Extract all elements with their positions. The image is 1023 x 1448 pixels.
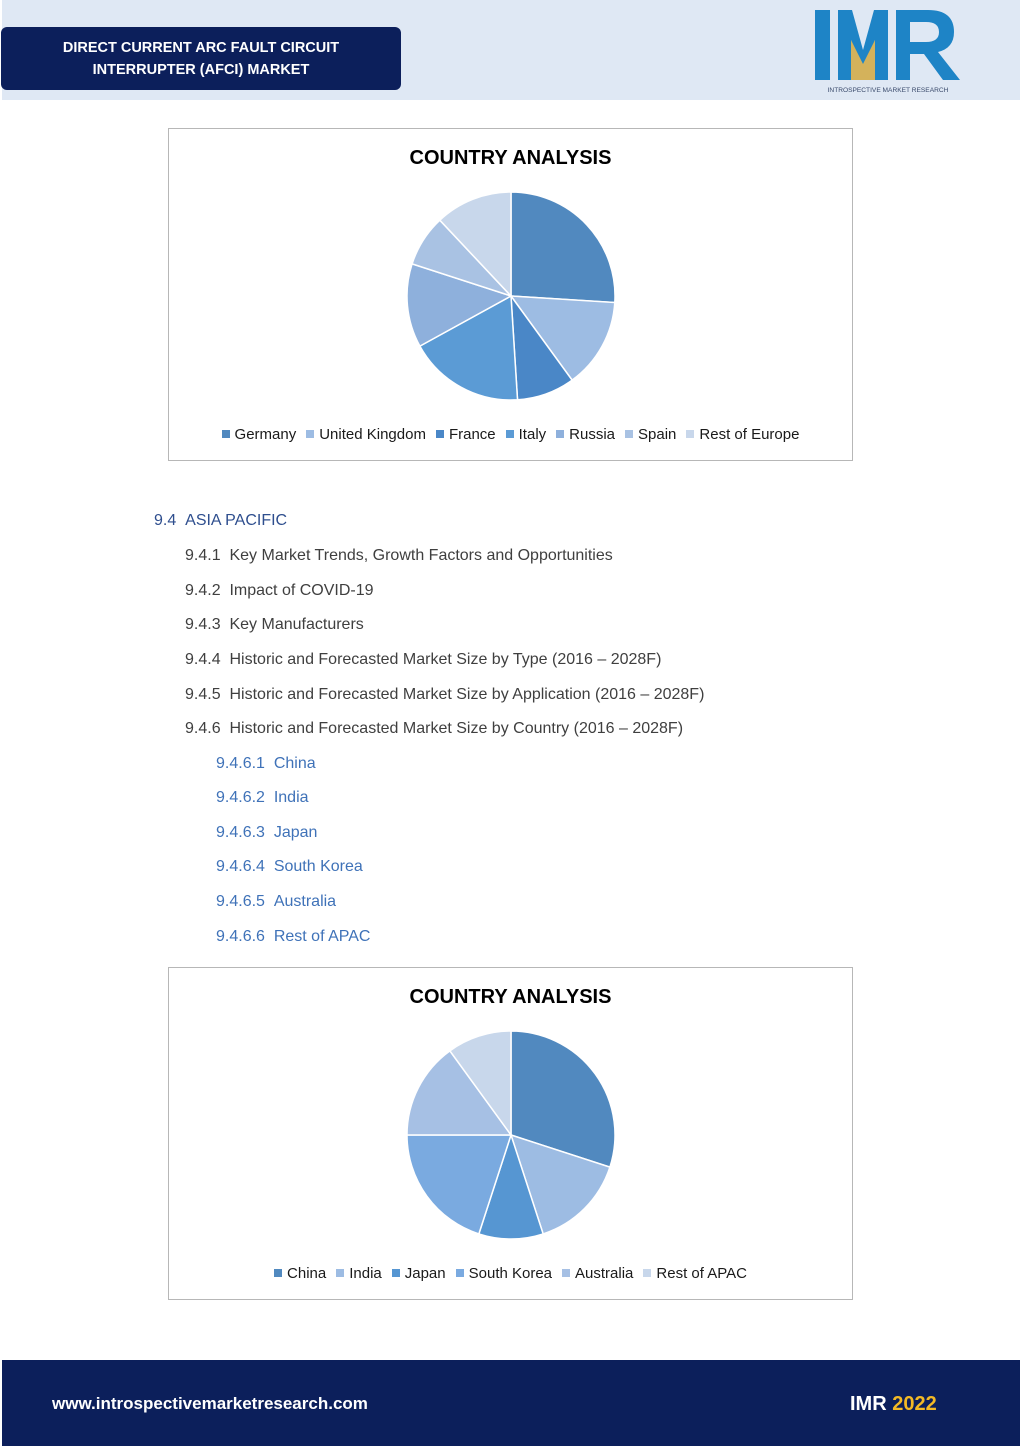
legend-item — [506, 426, 547, 443]
pie-chart-apac — [169, 968, 854, 1301]
legend-label: South Korea — [468, 1265, 553, 1282]
legend-swatch — [274, 1269, 282, 1277]
toc-num: 9.4.6.1 — [216, 755, 265, 772]
toc-item[interactable] — [185, 720, 683, 738]
imr-logo — [814, 8, 962, 96]
toc-label: Japan — [273, 824, 318, 841]
legend-label: Rest of APAC — [656, 1265, 747, 1282]
chart-apac — [168, 967, 853, 1300]
toc-country-item[interactable] — [216, 858, 363, 876]
legend-label: India — [349, 1265, 382, 1282]
toc-label: Key Manufacturers — [229, 616, 364, 633]
toc-item[interactable] — [185, 582, 374, 600]
toc-label: Historic and Forecasted Market Size by Type (2016 – 2028F) — [229, 651, 662, 668]
toc-section-9-4[interactable] — [154, 512, 287, 530]
legend-swatch — [625, 430, 633, 438]
legend-item — [274, 1265, 326, 1282]
toc-label: Key Market Trends, Growth Factors and Opportunities — [229, 547, 613, 564]
toc-num: 9.4 — [154, 512, 177, 529]
toc-label: Historic and Forecasted Market Size by Country (2016 – 2028F) — [229, 720, 684, 737]
legend-label: Italy — [518, 426, 547, 443]
toc-country-item[interactable] — [216, 893, 336, 911]
legend-label: Germany — [234, 426, 297, 443]
legend-item — [456, 1265, 552, 1282]
legend-item — [306, 426, 426, 443]
legend-item — [562, 1265, 633, 1282]
toc-label: India — [273, 789, 309, 806]
legend-item — [392, 1265, 446, 1282]
pie-slice-germany — [511, 192, 615, 303]
toc-num: 9.4.6.5 — [216, 893, 265, 910]
toc-item[interactable] — [185, 686, 704, 704]
legend-swatch — [222, 430, 230, 438]
chart-europe — [168, 128, 853, 461]
toc-num: 9.4.6.2 — [216, 789, 265, 806]
legend-swatch — [456, 1269, 464, 1277]
toc-label: Australia — [273, 893, 337, 910]
toc-label: Impact of COVID-19 — [229, 582, 374, 599]
toc-num: 9.4.6 — [185, 720, 221, 737]
report-title-line1: DIRECT CURRENT ARC FAULT CIRCUIT — [62, 39, 340, 56]
toc-num: 9.4.1 — [185, 547, 221, 564]
toc-num: 9.4.6.4 — [216, 858, 265, 875]
legend-label: Australia — [575, 1265, 634, 1282]
legend-label: Rest of Europe — [699, 426, 800, 443]
footer-brand — [850, 1393, 937, 1416]
legend-item — [556, 426, 615, 443]
toc-item[interactable] — [185, 651, 661, 669]
legend-item — [336, 1265, 382, 1282]
toc-country-item[interactable] — [216, 824, 317, 842]
toc-label: Historic and Forecasted Market Size by Application (2016 – 2028F) — [229, 686, 705, 703]
legend-label: United Kingdom — [319, 426, 426, 443]
legend-label: Russia — [569, 426, 616, 443]
toc-label: Rest of APAC — [273, 928, 371, 945]
chart-legend — [169, 426, 852, 443]
toc-item[interactable] — [185, 547, 613, 565]
report-title — [1, 27, 401, 90]
toc-num: 9.4.3 — [185, 616, 221, 633]
chart-title: COUNTRY ANALYSIS — [409, 147, 612, 169]
legend-item — [643, 1265, 747, 1282]
legend-swatch — [392, 1269, 400, 1277]
legend-item — [222, 426, 297, 443]
legend-label: Japan — [404, 1265, 446, 1282]
toc-item[interactable] — [185, 616, 364, 634]
legend-swatch — [643, 1269, 651, 1277]
legend-item — [436, 426, 496, 443]
legend-swatch — [686, 430, 694, 438]
legend-label: China — [287, 1265, 327, 1282]
toc-label: ASIA PACIFIC — [185, 512, 288, 529]
chart-title: COUNTRY ANALYSIS — [409, 986, 612, 1008]
legend-item — [686, 426, 799, 443]
report-title-line2: INTERRUPTER (AFCI) MARKET — [92, 61, 310, 78]
toc-country-item[interactable] — [216, 928, 370, 946]
toc-num: 9.4.5 — [185, 686, 221, 703]
toc-num: 9.4.6.6 — [216, 928, 265, 945]
toc-country-item[interactable] — [216, 789, 309, 807]
legend-swatch — [556, 430, 564, 438]
footer-website-link[interactable]: www.introspectivemarketresearch.com — [52, 1394, 368, 1413]
footer-brand-name: IMR — [850, 1393, 887, 1415]
legend-label: France — [448, 426, 496, 443]
legend-swatch — [506, 430, 514, 438]
toc-label: China — [273, 755, 316, 772]
legend-item — [625, 426, 676, 443]
toc-country-item[interactable] — [216, 755, 316, 773]
legend-swatch — [306, 430, 314, 438]
legend-label: Spain — [638, 426, 677, 443]
legend-swatch — [336, 1269, 344, 1277]
logo-tagline: INTROSPECTIVE MARKET RESEARCH — [827, 87, 949, 94]
toc-num: 9.4.6.3 — [216, 824, 265, 841]
toc-num: 9.4.2 — [185, 582, 221, 599]
pie-chart-europe — [169, 129, 854, 462]
legend-swatch — [436, 430, 444, 438]
chart-legend — [169, 1265, 852, 1282]
legend-swatch — [562, 1269, 570, 1277]
toc-num: 9.4.4 — [185, 651, 221, 668]
footer-year: 2022 — [892, 1393, 937, 1415]
toc-label: South Korea — [273, 858, 363, 875]
